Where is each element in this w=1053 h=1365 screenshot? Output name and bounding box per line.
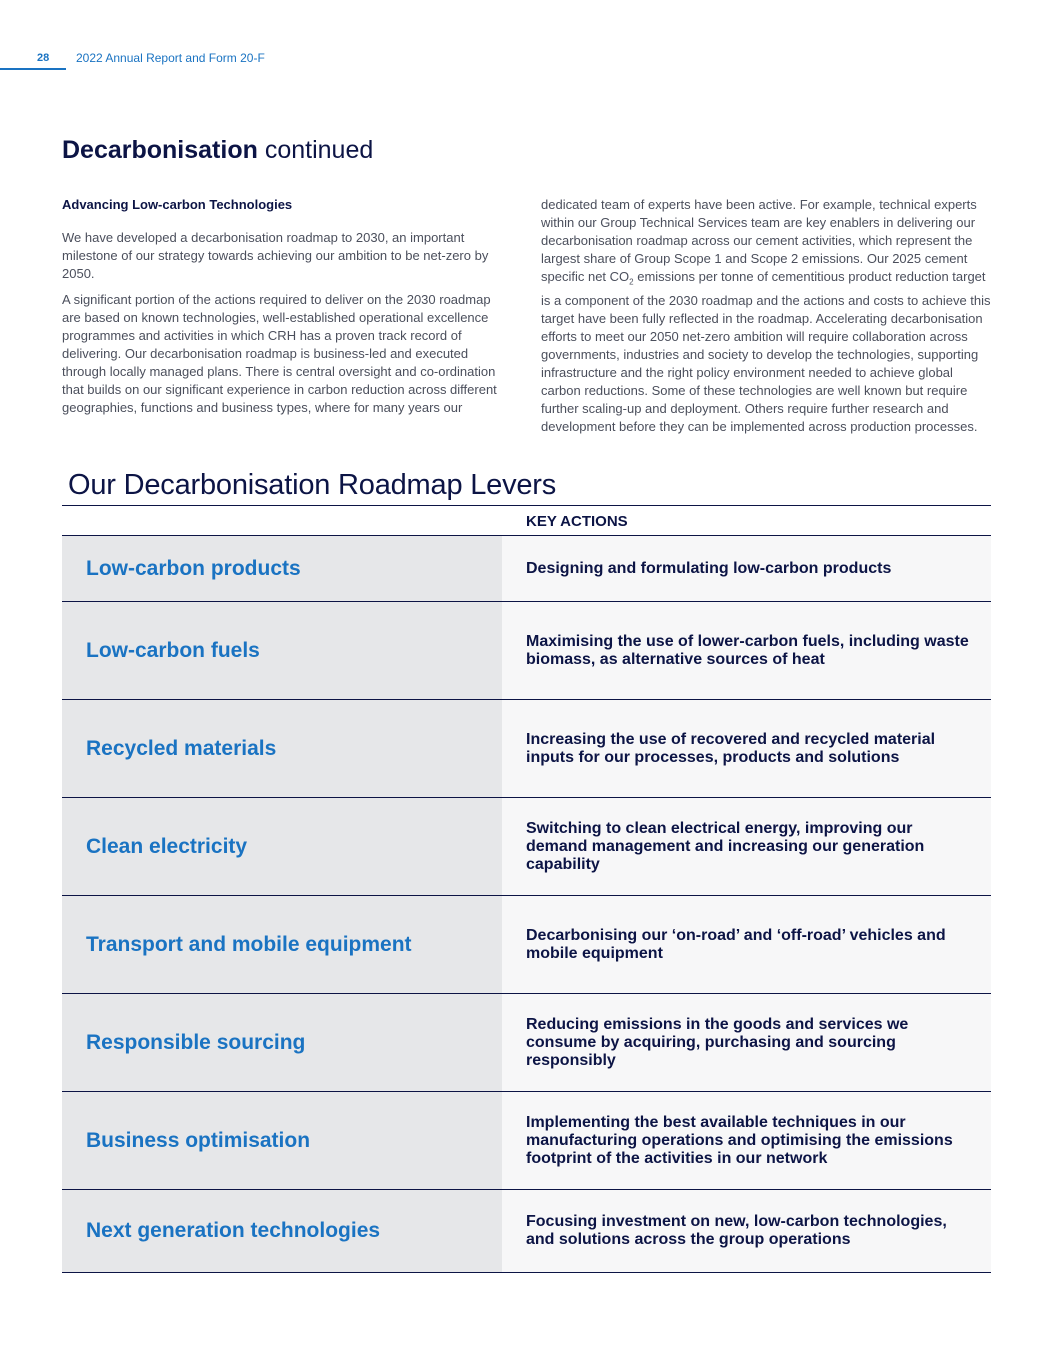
levers-table <box>62 505 991 1273</box>
paragraph: A significant portion of the actions required to deliver on the 2030 roadmap are based on known technologies, well-established operational excellence programmes and activities in which CRH has a proven track record of delivering. Our decarbonisation roadmap is business-led and executed through locally managed plans. There is central oversight and co-ordination that builds on our significant experience in carbon reduction across different geographies, functions and business types, where for many years our <box>62 292 497 415</box>
key-action <box>502 1092 991 1189</box>
page-header <box>0 48 400 70</box>
document-title: 2022 Annual Report and Form 20-F <box>76 51 265 65</box>
lever-name: Clean electricity <box>62 798 502 895</box>
subheading: Advancing Low-carbon Technologies <box>62 197 293 212</box>
paragraph: We have developed a decarbonisation roadmap to 2030, an important milestone of our strategy towards achieving our ambition to be net-zero by 2050. <box>62 230 489 281</box>
body-column-right <box>541 196 991 444</box>
paragraph-text: dedicated team of experts have been active. For example, technical experts within our Group Technical Services team are key enablers in delivering our decarbonisation roadmap across our cement activities, which represent the largest share of Group Scope 1 and Scope 2 emissions. Our 2025 cement specific net CO <box>541 197 977 284</box>
levers-title: Our Decarbonisation Roadmap Levers <box>68 469 557 501</box>
section-title-continued: continued <box>264 136 374 164</box>
key-action <box>502 994 991 1091</box>
table-row <box>62 798 991 896</box>
header-accent-rule <box>0 68 66 70</box>
body-column-left <box>62 196 512 425</box>
key-action <box>502 1190 991 1272</box>
key-action-text: Reducing emissions in the goods and services we consume by acquiring, purchasing and sourcing responsibly <box>526 1015 909 1069</box>
lever-name: Transport and mobile equipment <box>62 896 502 993</box>
key-action <box>502 798 991 895</box>
key-action-text: Decarbonising our ‘on-road’ and ‘off-road’ vehicles and mobile equipment <box>526 926 946 962</box>
key-action-text: Implementing the best available techniques in our manufacturing operations and optimising the emissions footprint of the activities in our network <box>526 1113 953 1167</box>
paragraph-text: emissions per tonne of cementitious product reduction target is a component of the 2030 roadmap and the actions and costs to achieve this target have been fully reflected in the roadmap. Accelerating decarbonisation efforts to meet our 2050 net-zero ambition will require collaboration across governments, industries and society to develop the technologies, supporting infrastructure and the right policy environment needed to achieve global carbon reductions. Some of these technologies are well known but require further scaling-up and deployment. Others require further research and development before they can be implemented across production processes. <box>541 269 991 434</box>
co2-subscript: 2 <box>629 277 634 287</box>
table-row <box>62 896 991 994</box>
key-action-text: Focusing investment on new, low-carbon technologies, and solutions across the group operations <box>526 1213 947 1248</box>
key-action <box>502 700 991 797</box>
table-row <box>62 1092 991 1190</box>
key-action <box>502 602 991 699</box>
lever-name: Business optimisation <box>62 1092 502 1189</box>
table-row <box>62 602 991 700</box>
section-title <box>62 136 373 165</box>
key-action-text: Maximising the use of lower-carbon fuels, including waste biomass, as alternative sources of heat <box>526 632 969 668</box>
page-number: 28 <box>37 52 50 64</box>
key-action-text: Designing and formulating low-carbon products <box>526 559 892 577</box>
lever-name: Low-carbon products <box>62 536 502 601</box>
paragraph <box>541 196 991 436</box>
key-action <box>502 536 991 601</box>
section-title-bold: Decarbonisation <box>62 136 258 164</box>
table-row <box>62 1190 991 1273</box>
key-actions-header: KEY ACTIONS <box>526 513 628 530</box>
table-row <box>62 700 991 798</box>
lever-name: Responsible sourcing <box>62 994 502 1091</box>
key-action-text: Increasing the use of recovered and recycled material inputs for our processes, products and solutions <box>526 730 936 766</box>
lever-name: Next generation technologies <box>62 1190 502 1272</box>
lever-name: Recycled materials <box>62 700 502 797</box>
table-row <box>62 994 991 1092</box>
key-action-text: Switching to clean electrical energy, improving our demand management and increasing our generation capability <box>526 819 925 873</box>
table-row <box>62 536 991 602</box>
key-action <box>502 896 991 993</box>
table-header <box>62 506 991 536</box>
lever-name: Low-carbon fuels <box>62 602 502 699</box>
